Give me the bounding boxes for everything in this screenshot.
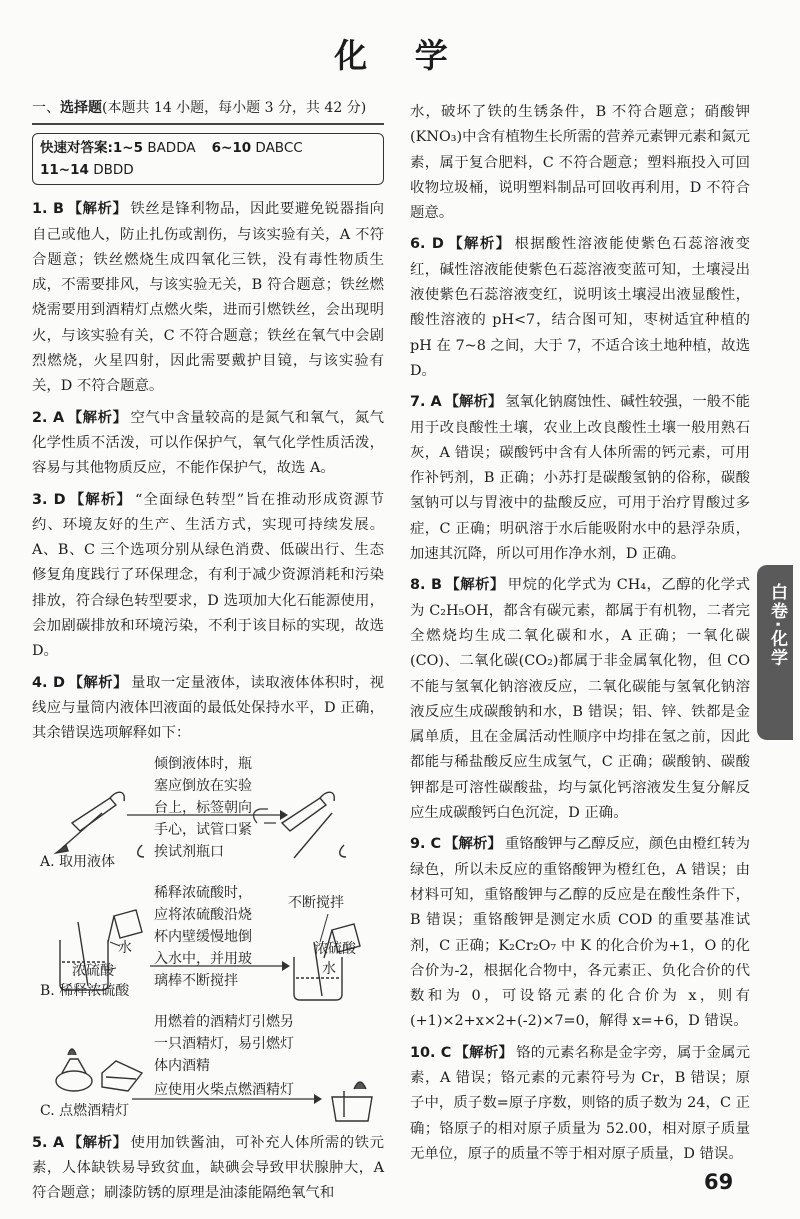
figure-c-note	[154, 1011, 294, 1077]
question-3	[32, 488, 384, 665]
page-title: 化 学	[334, 36, 466, 75]
answer-range-2: 6~10	[211, 140, 252, 157]
label-stir: 不断搅拌	[288, 894, 344, 911]
question-5-continued: 水，破坏了铁的生锈条件，B 不符合题意；硝酸钾(KNO₃)中含有植物生长所需的营养元素钾元素和氮元素，属于复合肥料，C 不符合题意；塑料瓶投入可回收物垃圾桶，说明塑料制品可回收再利用，D 不符合题意。	[410, 104, 750, 222]
question-number: 9. C	[410, 836, 442, 853]
figure-c-light-lamp	[32, 1011, 384, 1127]
note-line: 入水中，并用玻	[154, 950, 252, 967]
question-number: 10. C	[410, 1044, 452, 1061]
question-number: 7. A	[410, 394, 442, 411]
figure-c-caption: C. 点燃酒精灯	[40, 1103, 130, 1120]
note-line: 塞应倒放在实验	[154, 777, 252, 794]
side-tab	[757, 565, 793, 740]
question-number: 6. D	[410, 236, 444, 253]
explanation-text: 根据酸性溶液能使紫色石蕊溶液变红，碱性溶液能使紫色石蕊溶液变蓝可知，土壤浸出液使紫色石蕊溶液变红，说明该土壤浸出液显酸性，酸性溶液的 pH<7，结合图可知，枣树适宜种植的 pH 在 7~8 之间，大于 7，不适合该土地种植，故选 D。	[410, 236, 750, 379]
note-line: 手心，试管口紧	[154, 821, 252, 838]
question-6	[410, 232, 750, 384]
jiexi-label: 【解析】	[444, 577, 505, 594]
question-number: 4. D	[32, 674, 65, 691]
explanation-text: 甲烷的化学式为 CH₄，乙醇的化学式为 C₂H₅OH，都含有碳元素，都属于有机物，二者完全燃烧均生成二氧化碳和水，A 正确；一氧化碳(CO)、二氧化碳(CO₂)都属于非金属氧化物，但 CO 不能与氢氧化钠溶液反应，二氧化碳能与氢氧化钠溶液反应生成碳酸钠和水，B 错误；铝、锌、铁都是金属单质，且在金属活动性顺序中均排在氢之前，因此都能与稀盐酸反应生成氢气，C 正确；碳酸钠、碳酸钾都是可溶性碳酸盐，均与氯化钙溶液发生复分解反应生成碳酸钙白色沉淀，D 正确。	[410, 577, 750, 822]
question-7	[410, 390, 750, 567]
figure-a-caption: A. 取用液体	[40, 854, 116, 871]
jiexi-label: 【解析】	[67, 674, 129, 691]
explanation-text: 量取一定量液体，读取液体体积时，视线应与量筒内液体凹液面的最低处保持水平，D 正确，其余错误选项解释如下：	[32, 674, 384, 742]
note-line: 稀释浓硫酸时，	[154, 884, 252, 901]
label-water: 水	[118, 939, 132, 956]
figure-a-pour-liquid	[32, 753, 384, 878]
jiexi-label: 【解析】	[67, 409, 128, 426]
question-number: 3. D	[32, 491, 66, 508]
section-number: 一、	[32, 100, 60, 116]
jiexi-label: 【解析】	[67, 201, 128, 218]
question-10	[410, 1041, 750, 1167]
question-number: 2. A	[32, 409, 65, 426]
label-water-2: 水	[322, 960, 336, 977]
explanation-text: 铁丝是锋利物品，因此要避免锐器指向自己或他人，防止扎伤或割伤，与该实验有关，A 不符合题意；铁丝燃烧生成四氧化三铁，没有毒性物质生成，不需要排风，与该实验无关，B 符合题意；铁丝燃烧需要用到酒精灯点燃火柴，进而引燃铁丝，会出现明火，与该实验有关，C 不符合题意；铁丝在氧气中会剧烈燃烧，火星四射，因此需要戴护目镜，与该实验有关，D 不符合题意。	[32, 201, 384, 395]
answer-range-3: 11~14	[40, 162, 89, 179]
label-acid: 浓硫酸	[72, 962, 114, 979]
explanation-text: 氢氧化钠腐蚀性、碱性较强，一般不能用于改良酸性土壤，农业上改良酸性土壤一般用熟石灰，A 错误；碳酸钙中含有人体所需的钙元素，可用作补钙剂，B 正确；小苏打是碳酸氢钠的俗称，碳酸氢钠可以与胃液中的盐酸反应，可用于治疗胃酸过多症，C 正确；明矾溶于水后能吸附水中的悬浮杂质，加速其沉降，所以可用作净水剂，D 正确。	[410, 394, 750, 563]
question-8	[410, 573, 750, 826]
explanation-text: 重铬酸钾与乙醇反应，颜色由橙红转为绿色，所以未反应的重铬酸钾为橙红色，A 错误；由材料可知，重铬酸钾与乙醇的反应是在酸性条件下，B 错误；重铬酸钾是测定水质 COD 的重要基准试剂，C 正确；K₂Cr₂O₇ 中 K 的化合价为+1，O 的化合价为-2，根据化合物中，各元素正、负化合价的代数和为 0，可设铬元素的化合价为 x，则有(+1)×2+x×2+(-2)×7=0，解得 x=+6，D 错误。	[410, 836, 750, 1030]
explanation-text: 空气中含量较高的是氮气和氧气，氮气化学性质不活泼，可以作保护气，氧气化学性质活泼，容易与其他物质反应，不能作保护气，故选 A。	[32, 409, 384, 477]
question-1	[32, 197, 384, 399]
answer-key-label: 快速对答案:	[40, 140, 113, 157]
section-desc: (本题共 14 小题，每小题 3 分，共 42 分)	[102, 100, 367, 116]
jiexi-label: 【解析】	[446, 236, 512, 253]
note-line: 璃棒不断搅拌	[154, 972, 238, 989]
answer-values-3: DBDD	[93, 162, 134, 179]
question-number: 1. B	[32, 201, 65, 218]
note-line: 倾倒液体时，瓶	[154, 755, 252, 772]
figure-c-note-2: 应使用火柴点燃酒精灯	[154, 1081, 294, 1098]
question-2	[32, 406, 384, 482]
figure-b-dilute-acid	[32, 882, 384, 1007]
question-number: 5. A	[32, 1134, 65, 1151]
figure-b-caption: B. 稀释浓硫酸	[40, 983, 130, 1000]
answer-values-1: BADDA	[147, 140, 196, 157]
jiexi-label: 【解析】	[444, 836, 502, 853]
note-line: 杯内壁缓慢地倒	[154, 928, 252, 945]
section-heading	[32, 96, 384, 125]
question-number: 8. B	[410, 577, 442, 594]
question-9	[410, 832, 750, 1034]
note-line: 应将浓硫酸沿烧	[154, 906, 252, 923]
note-line: 用燃着的酒精灯引燃另	[154, 1013, 294, 1030]
jiexi-label: 【解析】	[444, 394, 503, 411]
explanation-text: “全面绿色转型”旨在推动形成资源节约、环境友好的生产、生活方式，实现可持续发展。A、B、C 三个选项分别从绿色消费、低碳出行、生态修复角度践行了环保理念，有利于减少资源消耗和污染排放，符合绿色转型要求，D 选项加大化石能源使用，会加剧碳排放和环境污染，不利于该目标的实现，故选 D。	[32, 491, 384, 660]
section-name: 选择题	[60, 100, 102, 116]
explanation-text: 铬的元素名称是金字旁，属于金属元素，A 错误；铬元素的元素符号为 Cr，B 错误；原子中，质子数=原子序数，则铬的质子数为 24，C 正确；铬原子的相对原子质量为 52.00，相对原子质量无单位，原子的质量不等于相对原子质量，D 错误。	[410, 1044, 750, 1162]
label-acid-2: 浓硫酸	[314, 940, 356, 957]
question-5	[32, 1131, 384, 1207]
jiexi-label: 【解析】	[68, 491, 132, 508]
question-4	[32, 671, 384, 747]
note-line: 一只酒精灯，易引燃灯	[154, 1035, 294, 1052]
answer-values-2: DABCC	[255, 140, 303, 157]
right-column	[410, 100, 750, 1173]
explanation-text: 使用加铁酱油，可补充人体所需的铁元素，人体缺铁易导致贫血，缺碘会导致甲状腺肿大，A 符合题意；刷漆防锈的原理是油漆能隔绝氧气和	[32, 1134, 384, 1202]
left-column	[32, 96, 384, 1212]
figure-b-note	[154, 882, 252, 992]
figure-a-note	[154, 753, 252, 863]
side-tab-label: 白卷·化学	[767, 583, 787, 668]
jiexi-label: 【解析】	[67, 1134, 128, 1151]
page-number: 69	[704, 1170, 734, 1194]
answer-range-1: 1~5	[112, 140, 144, 157]
note-line: 体内酒精	[154, 1057, 210, 1074]
quick-answer-box	[32, 133, 384, 185]
note-line: 挨试剂瓶口	[154, 843, 224, 860]
note-line: 台上，标签朝向	[154, 799, 252, 816]
jiexi-label: 【解析】	[454, 1044, 514, 1061]
